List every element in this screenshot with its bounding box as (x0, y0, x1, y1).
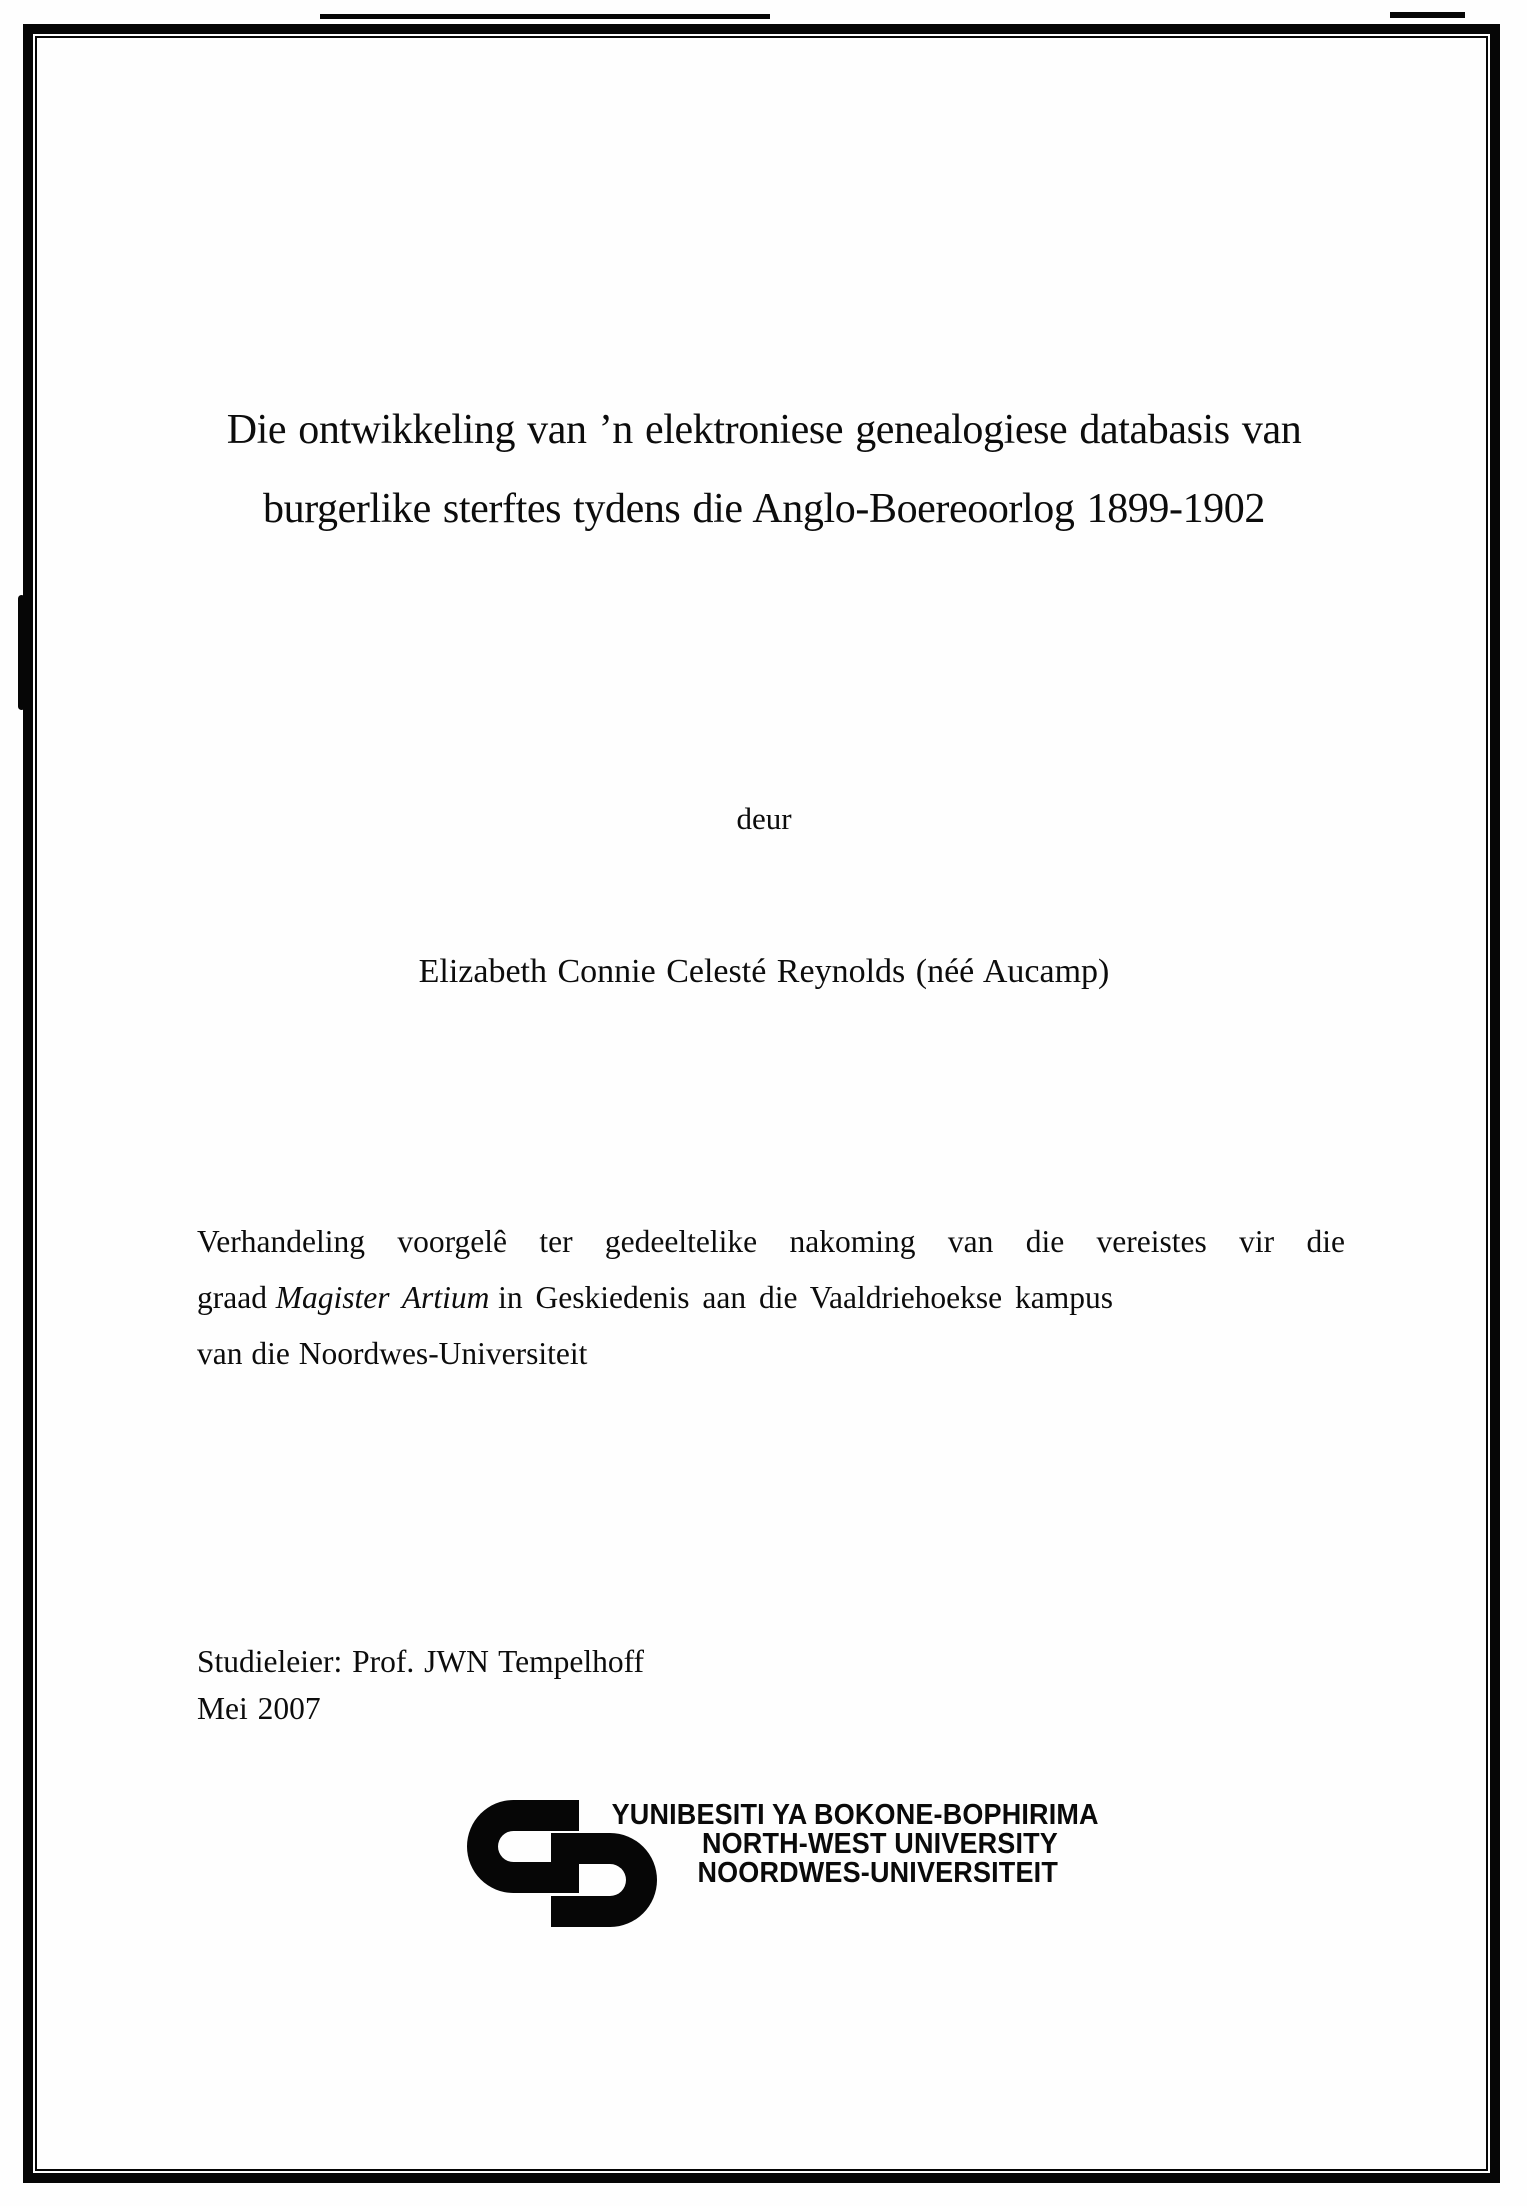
logo-text-setswana: YUNIBESITI YA BOKONE-BOPHIRIMA (611, 1799, 1099, 1831)
thesis-title (190, 391, 1338, 549)
submission-line-2 (197, 1270, 1345, 1326)
supervisor-block (197, 1638, 644, 1732)
submission-line2-suffix: in Geskiedenis aan die Vaaldriehoekse kampus (498, 1280, 1114, 1315)
degree-name: Magister Artium (275, 1280, 490, 1315)
author-name: Elizabeth Connie Celesté Reynolds (néé Aucamp) (418, 953, 1110, 990)
date-line: Mei 2007 (197, 1691, 321, 1726)
logo-text-english: NORTH-WEST UNIVERSITY (701, 1828, 1058, 1860)
logo-text-afrikaans: NOORDWES-UNIVERSITEIT (697, 1857, 1058, 1889)
supervisor-line: Studieleier: Prof. JWN Tempelhoff (197, 1644, 645, 1679)
submission-line-3: van die Noordwes-Universiteit (197, 1336, 588, 1371)
submission-line2-prefix: graad (197, 1280, 267, 1315)
title-line-1: Die ontwikkeling van ’n elektroniese genealogiese databasis van (226, 407, 1302, 453)
nwu-logo-text (611, 1799, 1099, 1889)
submission-line-1: Verhandeling voorgelê ter gedeeltelike nakoming van die vereistes vir die (197, 1224, 1345, 1259)
title-line-2: burgerlike sterftes tydens die Anglo-Boereoorlog 1899-1902 (263, 486, 1265, 532)
byline-deur: deur (736, 801, 792, 836)
submission-statement (197, 1214, 1345, 1382)
